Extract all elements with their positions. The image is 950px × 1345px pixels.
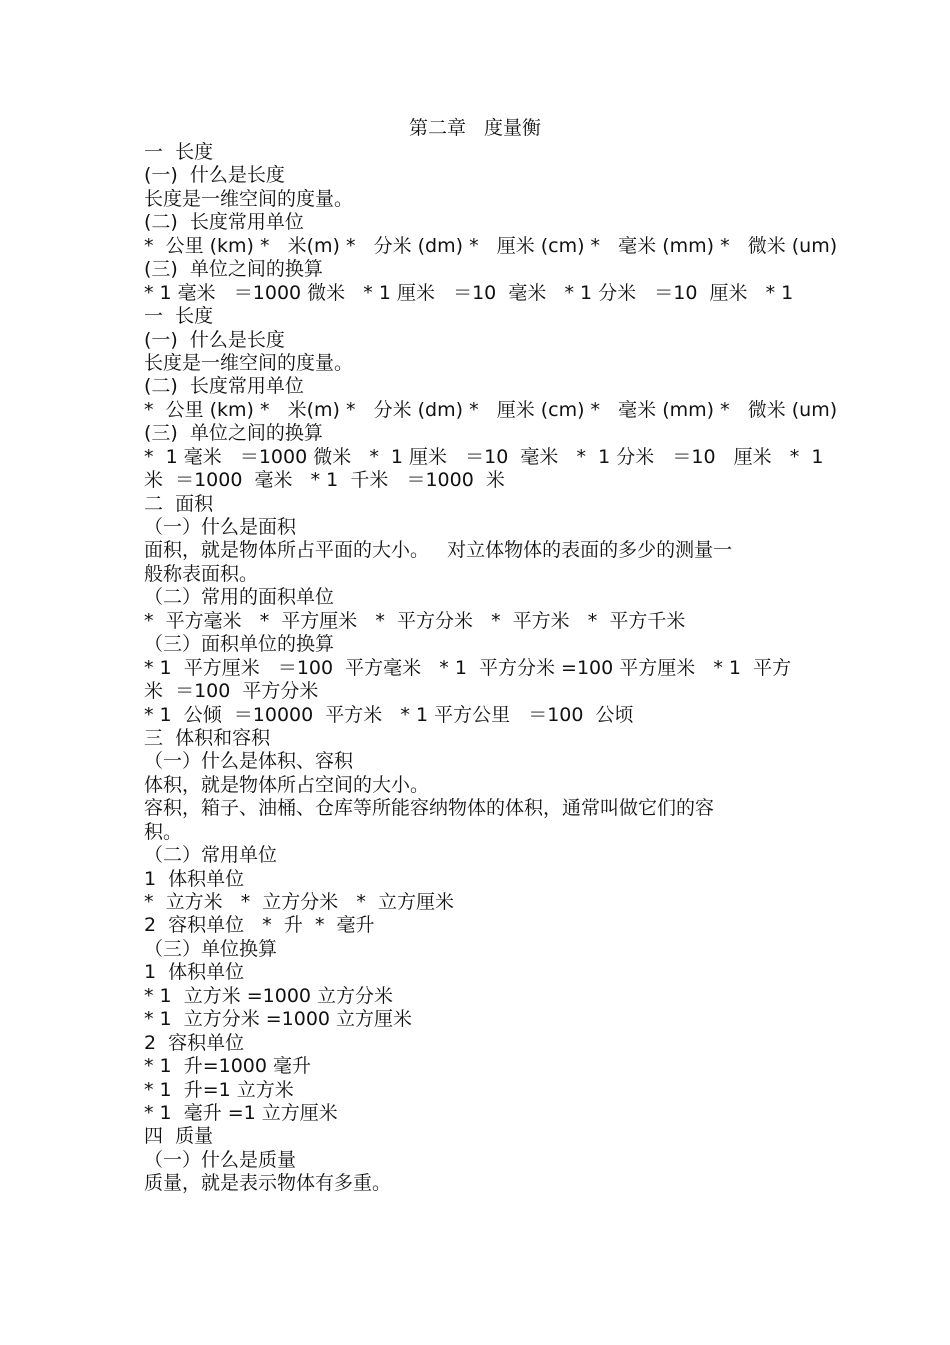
text-line: （一）什么是体积、容积 xyxy=(144,750,354,773)
text-line: 二 面积 xyxy=(144,492,214,515)
text-line: (二) 长度常用单位 xyxy=(144,375,304,398)
text-line: (三) 单位之间的换算 xyxy=(144,258,323,281)
text-line: 一 长度 xyxy=(144,141,214,163)
text-line: * 立方米 * 立方分米 * 立方厘米 xyxy=(144,891,454,913)
text-line: * 1 毫米 ＝1000 微米 * 1 厘米 ＝10 毫米 * 1 分米 ＝10 厘米 * 1 xyxy=(144,445,824,468)
text-line: 三 体积和容积 xyxy=(144,726,271,749)
text-line: （一）什么是面积 xyxy=(144,516,297,538)
text-line: (一) 什么是长度 xyxy=(144,328,285,351)
text-line: 长度是一维空间的度量。 xyxy=(144,351,354,374)
text-line: 积。 xyxy=(144,820,183,843)
text-line: * 1 立方分米 =1000 立方厘米 xyxy=(144,1008,413,1031)
text-line: (一) 什么是长度 xyxy=(144,164,285,187)
text-line: * 1 立方米 =1000 立方分米 xyxy=(144,984,394,1007)
document-body xyxy=(144,141,838,1196)
text-line: * 公里 (km) * 米(m) * 分米 (dm) * 厘米 (cm) * 毫米 (mm) * 微米 (um) xyxy=(144,398,838,421)
text-line: （二）常用单位 xyxy=(144,844,278,867)
text-line: （三）单位换算 xyxy=(144,937,278,960)
text-line: (二) 长度常用单位 xyxy=(144,211,304,234)
text-line: * 1 毫米 ＝1000 微米 * 1 厘米 ＝10 毫米 * 1 分米 ＝10 厘米 * 1 xyxy=(144,281,794,304)
text-line: 体积，就是物体所占空间的大小。 xyxy=(144,773,430,796)
text-line: 一 长度 xyxy=(144,305,214,328)
text-line: 2 容积单位 * 升 * 毫升 xyxy=(144,914,375,937)
text-line: (三) 单位之间的换算 xyxy=(144,422,323,445)
text-line: * 平方毫米 * 平方厘米 * 平方分米 * 平方米 * 平方千米 xyxy=(144,609,686,632)
text-line: （一）什么是质量 xyxy=(144,1148,297,1171)
text-line: 1 体积单位 xyxy=(144,867,245,890)
text-line: * 1 升=1000 毫升 xyxy=(144,1055,312,1078)
page-title: 第二章 度量衡 xyxy=(408,117,542,139)
text-line: 质量，就是表示物体有多重。 xyxy=(144,1172,392,1195)
text-line: （二）常用的面积单位 xyxy=(144,586,335,609)
text-line: 长度是一维空间的度量。 xyxy=(144,187,354,210)
text-line: * 公里 (km) * 米(m) * 分米 (dm) * 厘米 (cm) * 毫米 (mm) * 微米 (um) xyxy=(144,234,838,257)
text-line: 米 ＝1000 毫米 * 1 千米 ＝1000 米 xyxy=(144,469,505,492)
text-line: 面积，就是物体所占平面的大小。 对立体物体的表面的多少的测量一 xyxy=(144,539,733,562)
text-line: 四 质量 xyxy=(144,1125,214,1148)
text-line: 1 体积单位 xyxy=(144,961,245,984)
text-line: 般称表面积。 xyxy=(144,562,259,585)
text-line: * 1 升=1 立方米 xyxy=(144,1078,294,1101)
text-line: 米 ＝100 平方分米 xyxy=(144,680,319,703)
text-line: （三）面积单位的换算 xyxy=(144,633,335,656)
text-line: * 1 毫升 =1 立方厘米 xyxy=(144,1101,338,1124)
text-line: * 1 公倾 ＝10000 平方米 * 1 平方公里 ＝100 公顷 xyxy=(144,703,634,726)
text-line: 容积，箱子、油桶、仓库等所能容纳物体的体积，通常叫做它们的容 xyxy=(144,797,715,820)
text-line: * 1 平方厘米 ＝100 平方毫米 * 1 平方分米 =100 平方厘米 * 1 平方 xyxy=(144,656,792,679)
text-line: 2 容积单位 xyxy=(144,1031,245,1054)
